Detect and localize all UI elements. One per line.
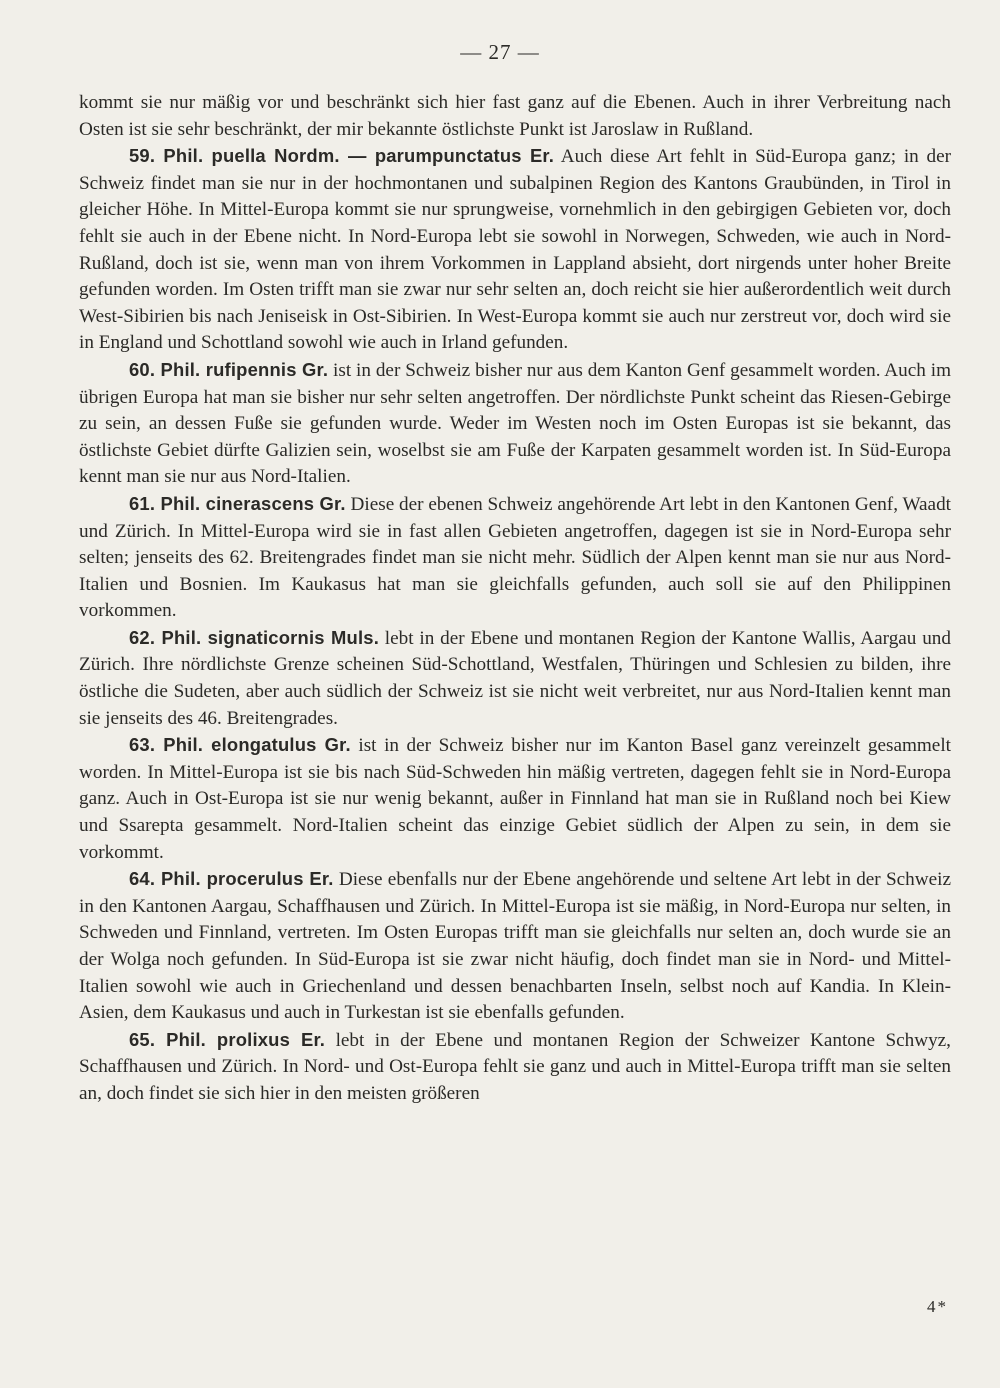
species-text: lebt in der Ebene und montanen Region der Kantone Wallis, Aargau und Zürich. Ihre nördlichste Grenze scheinen Süd-Schottland, Westfalen, Thüringen und Schlesien zu bilden, ihre östliche die Sudeten, aber auch südlich der Schweiz ist sie nicht weit verbreitet, nur aus Nord-Italien kennt man sie jenseits des 46. Breitengrades. [79, 627, 951, 729]
species-entry-64 [79, 866, 951, 1027]
species-entry-61 [79, 491, 951, 625]
species-text: ist in der Schweiz bisher nur im Kanton Basel ganz vereinzelt gesammelt worden. In Mittel-Europa ist sie bis nach Süd-Schweden hin mäßig vertreten, dagegen fehlt sie in Nord-Europa ganz. Auch in Ost-Europa ist sie nur wenig bekannt, außer in Finnland hat man sie in Rußland noch bei Kiew und Ssarepta gesammelt. Nord-Italien scheint das einzige Gebiet südlich der Alpen zu sein, in dem sie vorkommt. [79, 735, 951, 863]
species-heading: 60. Phil. rufipennis Gr. [129, 358, 329, 380]
species-text: lebt in der Ebene und montanen Region der Schweizer Kantone Schwyz, Schaffhausen und Zürich. In Nord- und Ost-Europa fehlt sie ganz und auch in Mittel-Europa trifft man sie selten an, doch findet sie sich hier in den meisten größeren [79, 1029, 951, 1104]
species-heading: 61. Phil. cinerascens Gr. [129, 492, 346, 514]
signature-mark: 4* [927, 1297, 948, 1316]
species-heading: 62. Phil. signaticornis Muls. [129, 626, 379, 648]
species-text: ist in der Schweiz bisher nur aus dem Kanton Genf gesammelt worden. Auch im übrigen Europa hat man sie bisher nur sehr selten angetroffen. Der nördlichste Punkt scheint das Riesen-Gebirge zu sein, an dessen Fuße sie gefunden wurde. Weder im Westen noch im Osten Europas ist sie bekannt, das östlichste Gebiet dürfte Galizien sein, woselbst sie am Fuße der Karpaten gesammelt worden ist. In Süd-Europa kennt man sie nur aus Nord-Italien. [79, 359, 951, 488]
species-entry-59 [79, 143, 951, 357]
species-text: Diese ebenfalls nur der Ebene angehörende und seltene Art lebt in der Schweiz in den Kantonen Aargau, Schaffhausen und Zürich. In Mittel-Europa ist sie mäßig, in Nord-Europa nur selten, in Schweden und Finnland, vertreten. Im Osten Europas trifft man sie gleichfalls nur selten an, doch wurde sie an der Wolga noch gefunden. In Süd-Europa ist sie zwar nicht häufig, doch findet man sie in Nord- und Mittel-Italien sowohl wie auch in Griechenland und dessen benachbarten Inseln, selbst noch auf Kandia. In Klein-Asien, dem Kaukasus und auch in Turkestan ist sie ebenfalls gefunden. [79, 869, 951, 1024]
species-entry-60 [79, 357, 951, 491]
species-entry-62 [79, 625, 951, 732]
species-text: Auch diese Art fehlt in Süd-Europa ganz; in der Schweiz findet man sie nur in der hochmontanen und subalpinen Region des Kantons Graubünden, in Tirol in gleicher Höhe. In Mittel-Europa kommt sie nur sprungweise, vornehmlich in den gebirgigen Gebieten vor, doch fehlt sie auch in der Ebene nicht. In Nord-Europa lebt sie sowohl in Norwegen, Schweden, wie auch in Nord-Rußland, doch ist sie, wenn man von ihrem Vorkommen in Lappland absieht, dort nirgends unter hoher Breite gefunden worden. Im Osten trifft man sie zwar nur sehr selten an, doch reicht sie hier außerordentlich weit durch West-Sibirien bis nach Jeniseisk in Ost-Sibirien. In West-Europa kommt sie auch nur zerstreut vor, doch wird sie in England und Schottland sowohl wie auch in Irland gefunden. [79, 146, 951, 354]
main-text [79, 90, 951, 1108]
species-entry-63 [79, 732, 951, 866]
species-text: Diese der ebenen Schweiz angehörende Art lebt in den Kantonen Genf, Waadt und Zürich. In Mittel-Europa wird sie in fast allen Gebieten angetroffen, dagegen ist sie in Nord-Europa sehr selten; jenseits des 62. Breitengrades findet man sie nicht mehr. Südlich der Alpen kennt man sie nur aus Nord-Italien und Bosnien. Im Kaukasus hat man sie gleichfalls gefunden, auch soll sie auf den Philippinen vorkommen. [79, 493, 952, 622]
species-heading: 64. Phil. procerulus Er. [129, 868, 334, 890]
page-number: — 27 — [460, 40, 540, 64]
species-heading: 59. Phil. puella Nordm. — parumpunctatus Er. [129, 145, 555, 167]
intro-paragraph: kommt sie nur mäßig vor und beschränkt sich hier fast ganz auf die Ebenen. Auch in ihrer Verbreitung nach Osten ist sie sehr beschränkt, der mir bekannte östlichste Punkt ist Jaroslaw in Rußland. [79, 92, 951, 140]
species-heading: 65. Phil. prolixus Er. [129, 1028, 326, 1050]
species-entry-65 [79, 1027, 951, 1108]
species-heading: 63. Phil. elongatulus Gr. [129, 734, 351, 756]
